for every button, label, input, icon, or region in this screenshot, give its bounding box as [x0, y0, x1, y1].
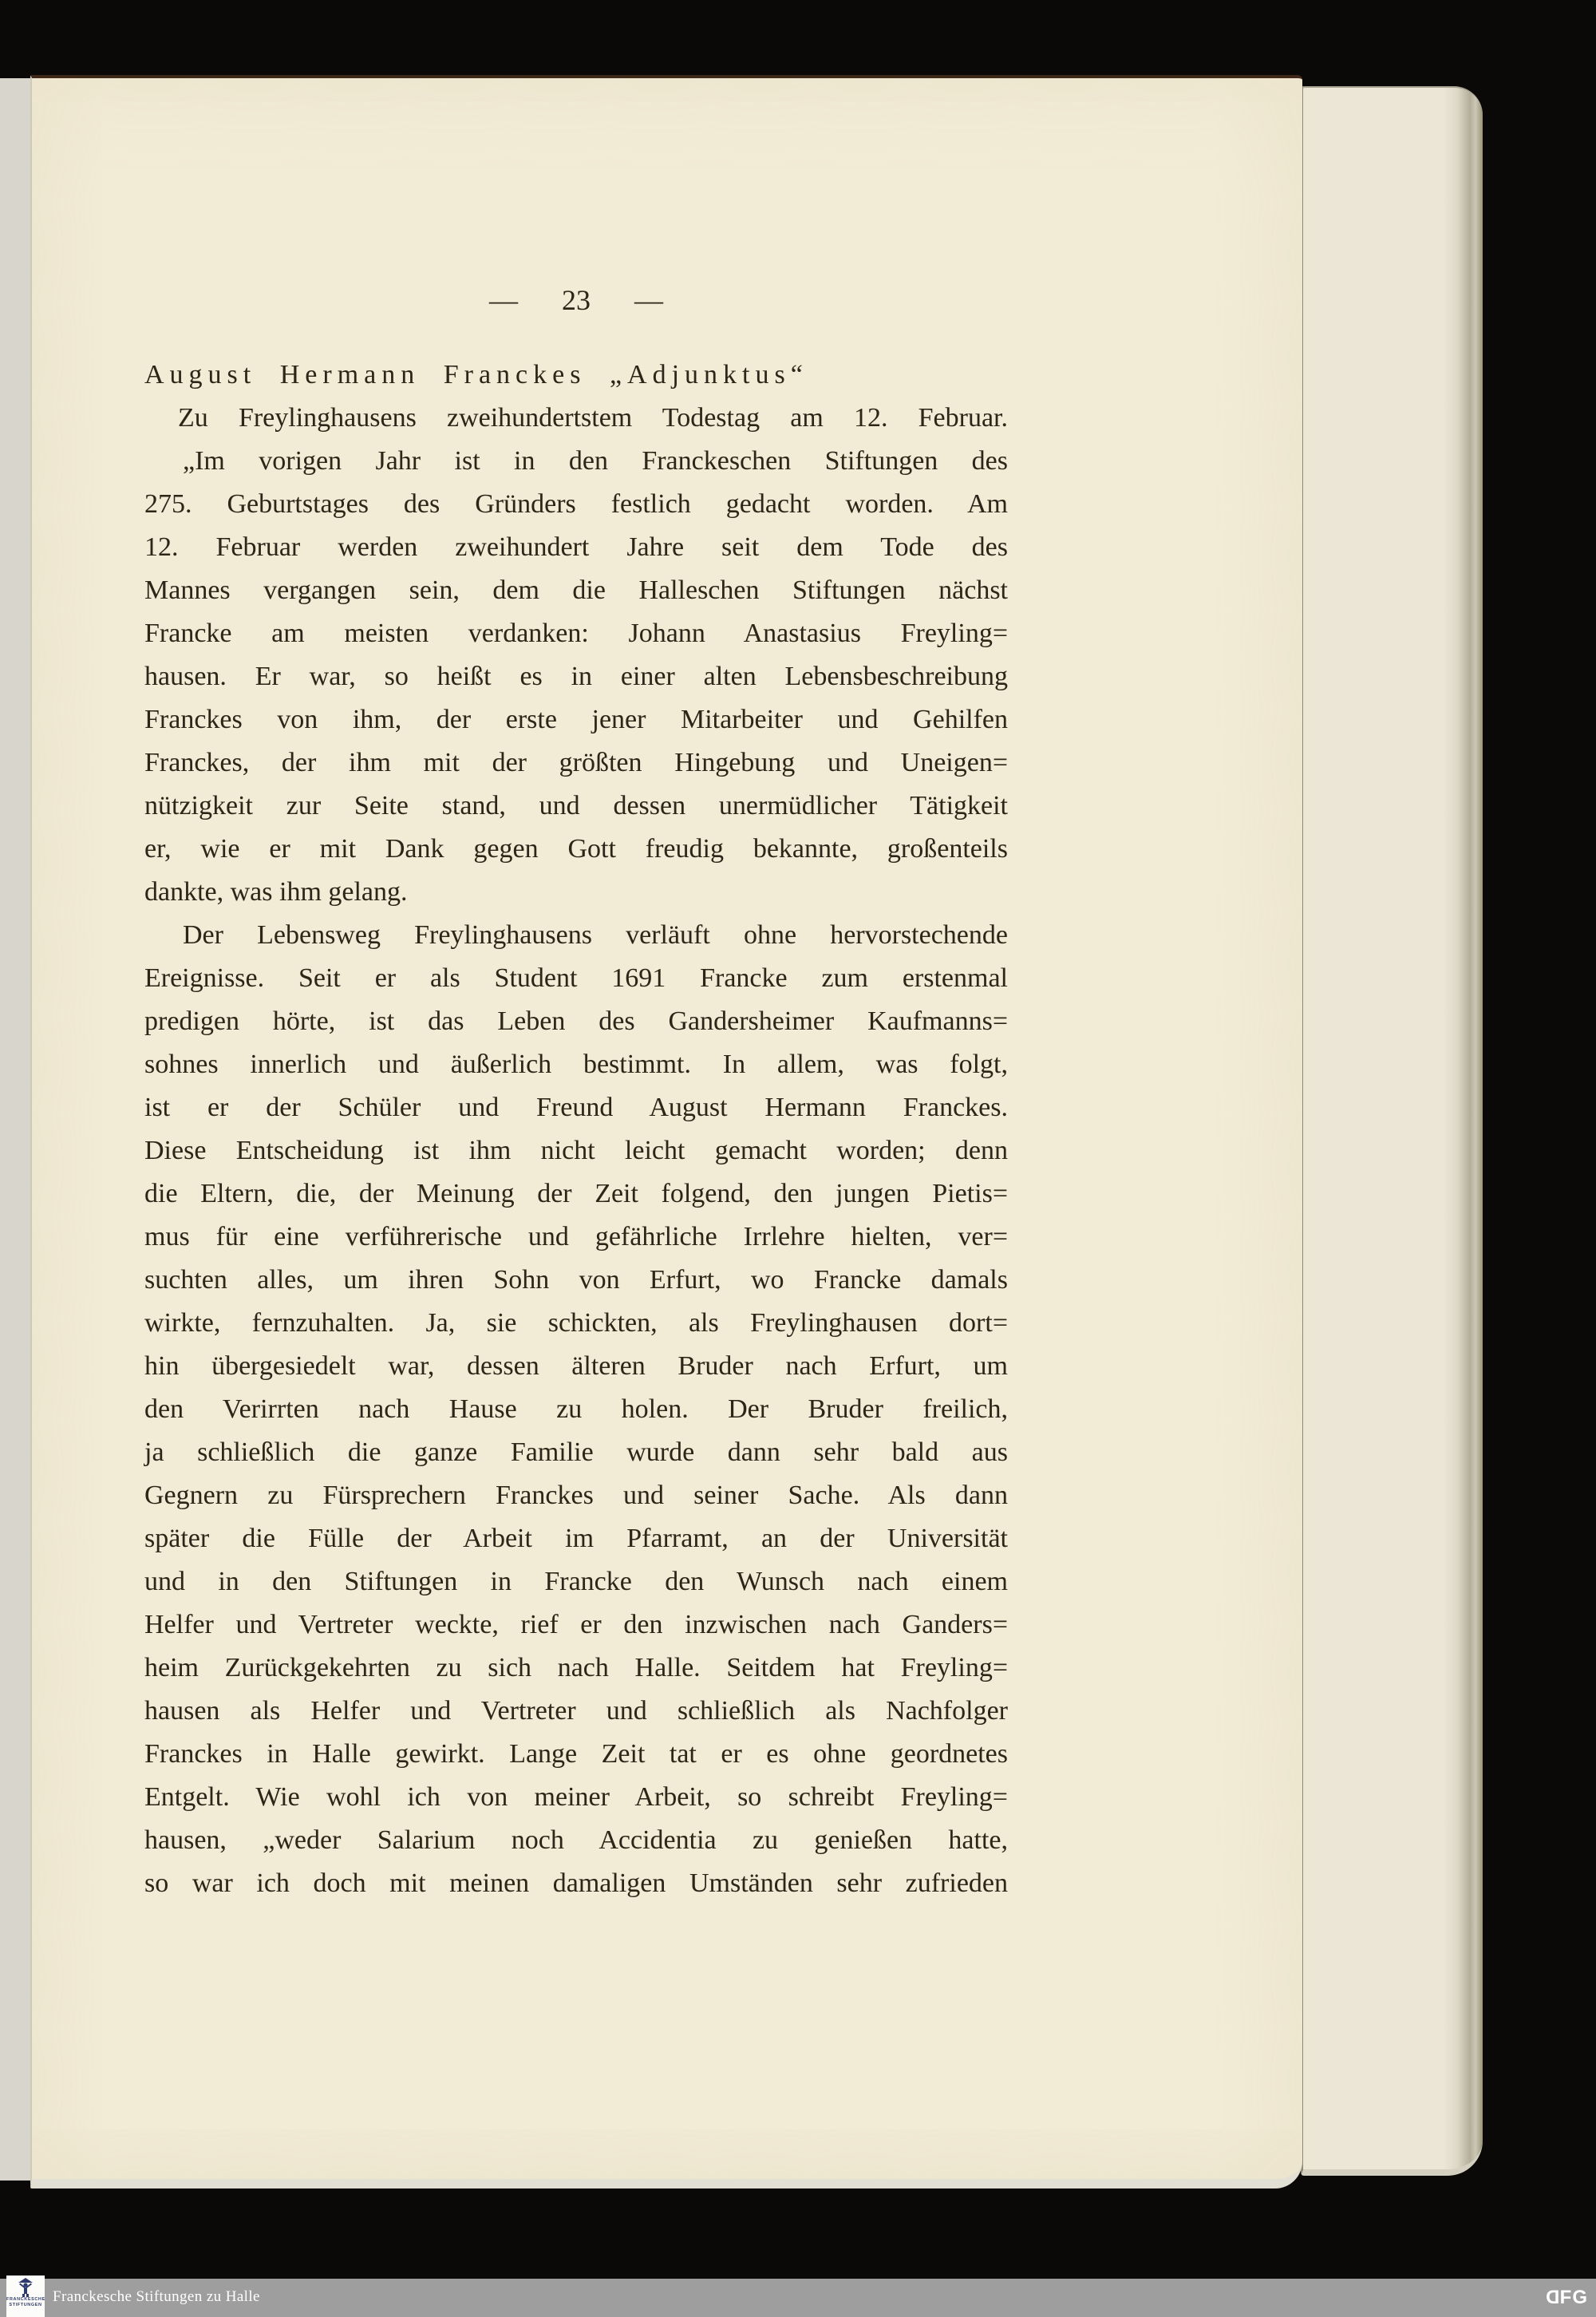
book-page	[30, 75, 1302, 2188]
text-line: predigen hörte, ist das Leben des Gandersheimer Kaufmanns=	[144, 1006, 1008, 1036]
dfg-mirrored-d: D	[1545, 2287, 1560, 2308]
text-line: Franckes, der ihm mit der größten Hingebung und Uneigen=	[144, 748, 1008, 777]
text-line: und in den Stiftungen in Francke den Wunsch nach einem	[144, 1567, 1008, 1596]
dfg-fg: FG	[1559, 2287, 1588, 2308]
text-line: wirkte, fernzuhalten. Ja, sie schickten, als Freylinghausen dort=	[144, 1308, 1008, 1338]
text-line: 12. Februar werden zweihundert Jahre seit dem Tode des	[144, 532, 1008, 562]
paragraph-1	[144, 440, 1008, 914]
text-line: ist er der Schüler und Freund August Hermann Franckes.	[144, 1093, 1008, 1122]
text-line: hausen, „weder Salarium noch Accidentia zu genießen hatte,	[144, 1825, 1008, 1855]
article-subtitle: Zu Freylinghausens zweihundertstem Todestag am 12. Februar.	[178, 403, 1008, 433]
facing-page-edge	[0, 78, 33, 2181]
text-line: Gegnern zu Fürsprechern Franckes und seiner Sache. Als dann	[144, 1481, 1008, 1510]
text-line: 275. Geburtstages des Gründers festlich gedacht worden. Am	[144, 489, 1008, 519]
text-line: Franckes von ihm, der erste jener Mitarbeiter und Gehilfen	[144, 705, 1008, 734]
page-stack-fore-edge	[1301, 86, 1483, 2176]
text-line: dankte, was ihm gelang.	[144, 877, 408, 907]
page-number: — 23 —	[489, 284, 663, 316]
text-line: Ereignisse. Seit er als Student 1691 Francke zum erstenmal	[144, 963, 1008, 993]
text-line: „Im vorigen Jahr ist in den Franckeschen Stiftungen des	[183, 446, 1008, 476]
text-line: so war ich doch mit meinen damaligen Umständen sehr zufrieden	[144, 1868, 1008, 1898]
article-title: August Hermann Franckes „Adjunktus“	[144, 360, 808, 389]
text-line: hausen. Er war, so heißt es in einer alten Lebensbeschreibung	[144, 662, 1008, 691]
text-line: mus für eine verführerische und gefährliche Irrlehre hielten, ver=	[144, 1222, 1008, 1251]
text-line: sohnes innerlich und äußerlich bestimmt. In allem, was folgt,	[144, 1050, 1008, 1079]
logo-caption-line-1: FRANCKESCHE	[6, 2297, 45, 2302]
logo-caption-line-2: STIFTUNGEN	[9, 2302, 42, 2307]
franckesche-stiftungen-logo	[6, 2275, 45, 2317]
text-line: Diese Entscheidung ist ihm nicht leicht gemacht worden; denn	[144, 1136, 1008, 1165]
text-line: Entgelt. Wie wohl ich von meiner Arbeit, so schreibt Freyling=	[144, 1782, 1008, 1812]
text-line: die Eltern, die, der Meinung der Zeit folgend, den jungen Pietis=	[144, 1179, 1008, 1208]
text-line: Franckes in Halle gewirkt. Lange Zeit tat er es ohne geordnetes	[144, 1739, 1008, 1769]
orphan-figure-icon	[17, 2278, 34, 2297]
text-line: hausen als Helfer und Vertreter und schließlich als Nachfolger	[144, 1696, 1008, 1726]
text-line: Francke am meisten verdanken: Johann Anastasius Freyling=	[144, 619, 1008, 648]
text-line: den Verirrten nach Hause zu holen. Der Bruder freilich,	[144, 1394, 1008, 1424]
paragraph-2	[144, 914, 1008, 1905]
text-line: ja schließlich die ganze Familie wurde dann sehr bald aus	[144, 1437, 1008, 1467]
footer-title: Franckesche Stiftungen zu Halle	[53, 2288, 260, 2305]
text-line: nützigkeit zur Seite stand, und dessen unermüdlicher Tätigkeit	[144, 791, 1008, 820]
dfg-logo	[1545, 2279, 1588, 2317]
text-line: später die Fülle der Arbeit im Pfarramt, an der Universität	[144, 1524, 1008, 1553]
text-line: hin übergesiedelt war, dessen älteren Bruder nach Erfurt, um	[144, 1351, 1008, 1381]
text-line: Der Lebensweg Freylinghausens verläuft ohne hervorstechende	[183, 920, 1008, 950]
text-column	[144, 78, 1008, 1905]
text-line: er, wie er mit Dank gegen Gott freudig bekannte, großenteils	[144, 834, 1008, 864]
text-line: suchten alles, um ihren Sohn von Erfurt, wo Francke damals	[144, 1265, 1008, 1295]
text-line: Helfer und Vertreter weckte, rief er den inzwischen nach Ganders=	[144, 1610, 1008, 1639]
text-line: Mannes vergangen sein, dem die Halleschen Stiftungen nächst	[144, 575, 1008, 605]
text-line: heim Zurückgekehrten zu sich nach Halle. Seitdem hat Freyling=	[144, 1653, 1008, 1682]
